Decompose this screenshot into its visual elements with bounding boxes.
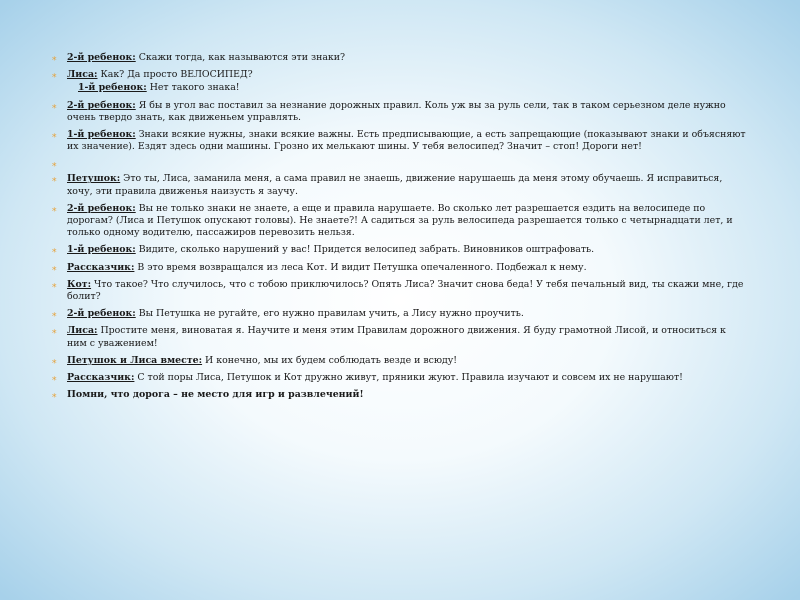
dialogue-line — [52, 52, 748, 64]
speaker-name: Лиса: — [67, 325, 98, 337]
speaker-name: Лиса: — [67, 69, 98, 81]
dialogue-line — [52, 355, 748, 367]
speaker-name: Рассказчик: — [67, 372, 135, 384]
bullet-icon: ⁎ — [52, 70, 57, 81]
bullet-icon: ⁎ — [52, 53, 57, 63]
dialogue-line — [52, 262, 748, 274]
dialogue-line — [52, 325, 748, 349]
bullet-icon: ⁎ — [52, 355, 57, 366]
dialogue-line — [52, 279, 748, 303]
speaker-name: 2-й ребенок: — [67, 308, 136, 320]
speaker-name: 1-й ребенок: — [78, 82, 147, 94]
speaker-name: Кот: — [67, 278, 92, 290]
dialogue-text: Вы Петушка не ругайте, его нужно правилам учить, а Лису нужно проучить. — [135, 308, 524, 320]
empty-bullet-line — [52, 158, 748, 170]
bullet-icon: ⁎ — [52, 245, 57, 256]
bullet-icon: ⁎ — [52, 159, 57, 170]
dialogue-text: Видите, сколько нарушений у вас! Придется велосипед забрать. Виновников оштрафовать. — [135, 244, 595, 256]
bullet-icon: ⁎ — [52, 309, 57, 320]
dialogue-line — [52, 244, 748, 256]
speaker-name: 2-й ребенок: — [67, 202, 136, 214]
slide-content — [52, 52, 748, 406]
dialogue-text: Нет такого знака! — [146, 82, 240, 94]
bullet-icon: ⁎ — [52, 174, 57, 185]
dialogue-text: В это время возвращался из леса Кот. И видит Петушка опечаленного. Подбежал к нему. — [134, 261, 587, 273]
speaker-name: 1-й ребенок: — [67, 129, 136, 141]
speaker-name: 2-й ребенок: — [67, 52, 136, 63]
dialogue-text: Как? Да просто ВЕЛОСИПЕД? — [97, 69, 253, 81]
bullet-icon: ⁎ — [52, 203, 57, 214]
dialogue-line — [52, 372, 748, 384]
closing-statement: Помни, что дорога – не место для игр и развлечений! — [67, 389, 364, 401]
dialogue-text: Знаки всякие нужны, знаки всякие важны. Есть предписывающие, а есть запрещающие (показывают знаки и объясняют их значение). Ездят здесь одни машины. Грозно их мелькают шины. У тебя велосипед? Значит – стоп! Дороги нет! — [67, 129, 746, 153]
closing-line — [52, 389, 748, 401]
bullet-icon: ⁎ — [52, 373, 57, 384]
bullet-icon: ⁎ — [52, 326, 57, 337]
speaker-name: 2-й ребенок: — [67, 99, 136, 111]
dialogue-text: Скажи тогда, как называются эти знаки? — [135, 52, 346, 63]
dialogue-text: С той поры Лиса, Петушок и Кот дружно живут, пряники жуют. Правила изучают и совсем их не нарушают! — [134, 372, 683, 384]
speaker-name: 1-й ребенок: — [67, 244, 136, 256]
speaker-name: Петушок и Лиса вместе: — [67, 354, 203, 366]
dialogue-line — [52, 69, 748, 81]
dialogue-text: Я бы в угол вас поставил за незнание дорожных правил. Коль уж вы за руль сели, так в таком серьезном деле нужно очень твердо знать, как движеньем управлять. — [67, 99, 726, 123]
dialogue-text: Что такое? Что случилось, что с тобою приключилось? Опять Лиса? Значит снова беда! У тебя печальный вид, ты скажи мне, где болит? — [67, 278, 744, 303]
dialogue-line — [52, 203, 748, 240]
speaker-name: Петушок: — [67, 173, 121, 185]
dialogue-line — [52, 82, 748, 94]
dialogue-text: И конечно, мы их будем соблюдать везде и всюду! — [202, 354, 458, 366]
dialogue-line — [52, 173, 748, 197]
bullet-icon: ⁎ — [52, 130, 57, 141]
dialogue-line — [52, 100, 748, 124]
bullet-icon: ⁎ — [52, 390, 57, 401]
dialogue-line — [52, 308, 748, 320]
dialogue-text: Простите меня, виноватая я. Научите и меня этим Правилам дорожного движения. Я буду грамотной Лисой, и относиться к ним с уважением! — [67, 325, 726, 349]
bullet-icon: ⁎ — [52, 100, 57, 111]
bullet-icon: ⁎ — [52, 262, 57, 273]
speaker-name: Рассказчик: — [67, 261, 135, 273]
dialogue-text: Вы не только знаки не знаете, а еще и правила нарушаете. Во сколько лет разрешается ездить на велосипеде по дорогам? (Лиса и Петушок опускают головы). Не знаете?! А садиться за руль велосипеда разрешается только с четырнадцати лет, и только одному водителю, пассажиров перевозить нельзя. — [67, 202, 733, 239]
dialogue-line — [52, 129, 748, 153]
dialogue-text: Это ты, Лиса, заманила меня, а сама правил не знаешь, движение нарушаешь да меня этому обучаешь. Я исправиться, хочу, эти правила движенья наизусть я заучу. — [67, 173, 723, 197]
bullet-icon: ⁎ — [52, 279, 57, 290]
